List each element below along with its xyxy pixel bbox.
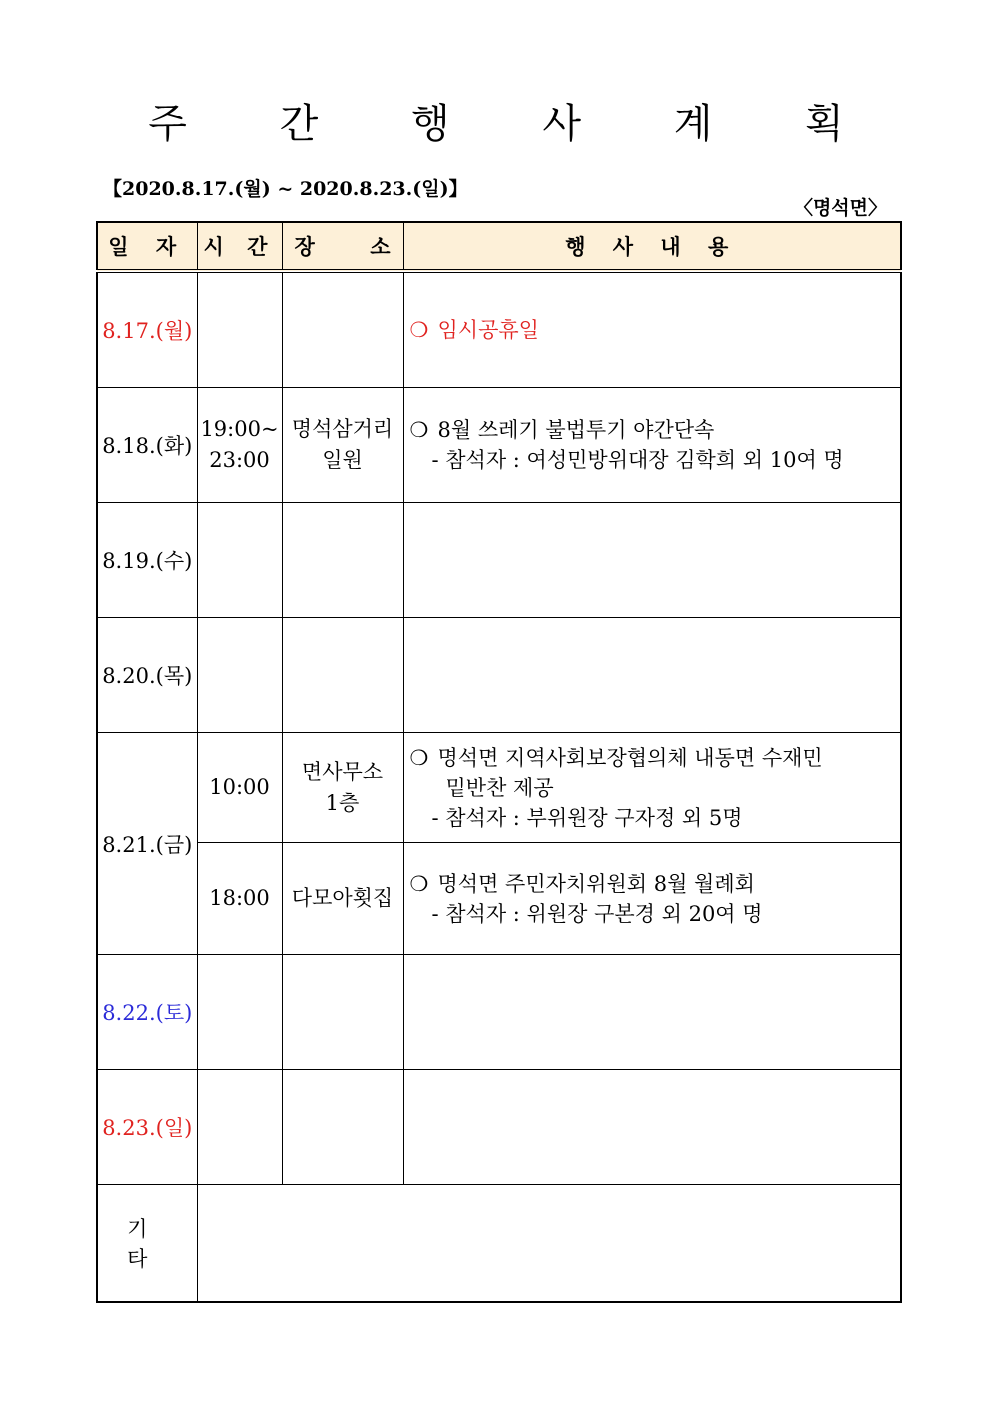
row-place: 명석삼거리 일원 [282,388,403,503]
row-time: 10:00 [197,733,282,843]
event-title: 명석면 지역사회보장협의체 내동면 수재민 [437,745,823,770]
event-title: 임시공휴일 [437,318,539,342]
row-place [282,271,403,388]
row-date: 8.18.(화) [97,388,197,503]
row-time [197,271,282,388]
table-row [97,618,901,733]
event-title-cont: 밑반찬 제공 [445,775,554,800]
circle-bullet-icon: ❍ [409,871,429,896]
row-date: 8.23.(일) [97,1070,197,1185]
etc-content [197,1185,901,1302]
row-content [403,618,901,733]
table-row [97,955,901,1070]
row-date: 8.17.(월) [97,271,197,388]
row-date: 8.22.(토) [97,955,197,1070]
date-range: 【2020.8.17.(월) ~ 2020.8.23.(일)】 [103,178,468,200]
row-place [282,618,403,733]
row-time [197,503,282,618]
event-attendees: - 참석자 : 위원장 구본경 외 20여 명 [431,901,763,926]
table-row [97,1070,901,1185]
header-content: 행 사 내 용 [403,222,901,271]
row-content [403,388,901,503]
weekly-schedule-table [96,221,902,1303]
event-attendees: - 참석자 : 부위원장 구자정 외 5명 [431,805,743,830]
table-header-row [97,222,901,271]
row-time: 18:00 [197,843,282,955]
row-content [403,733,901,843]
circle-bullet-icon: ❍ [409,418,429,442]
etc-label: 기 타 [97,1185,197,1302]
row-date: 8.20.(목) [97,618,197,733]
organization-label: 〈명석면〉 [793,197,887,219]
circle-bullet-icon: ❍ [409,318,429,342]
table-row [97,843,901,955]
header-time: 시 간 [197,222,282,271]
row-content [403,843,901,955]
row-place [282,955,403,1070]
row-place [282,1070,403,1185]
row-date: 8.21.(금) [97,733,197,955]
event-title: 명석면 주민자치위원회 8월 월례회 [437,871,755,896]
row-content [403,1070,901,1185]
header-date: 일 자 [97,222,197,271]
row-place [282,503,403,618]
table-row [97,503,901,618]
row-place: 다모아횟집 [282,843,403,955]
table-row [97,271,901,388]
row-place: 면사무소 1층 [282,733,403,843]
table-row [97,733,901,843]
circle-bullet-icon: ❍ [409,745,429,770]
event-title: 8월 쓰레기 불법투기 야간단속 [437,418,715,442]
row-content [403,503,901,618]
row-time [197,618,282,733]
row-content [403,271,901,388]
row-time: 19:00~ 23:00 [197,388,282,503]
row-time [197,1070,282,1185]
row-time [197,955,282,1070]
table-row [97,388,901,503]
page-title: 주 간 행 사 계 획 [148,101,884,147]
event-attendees: - 참석자 : 여성민방위대장 김학희 외 10여 명 [431,448,844,472]
table-row-etc [97,1185,901,1302]
header-place: 장 소 [282,222,403,271]
row-date: 8.19.(수) [97,503,197,618]
row-content [403,955,901,1070]
